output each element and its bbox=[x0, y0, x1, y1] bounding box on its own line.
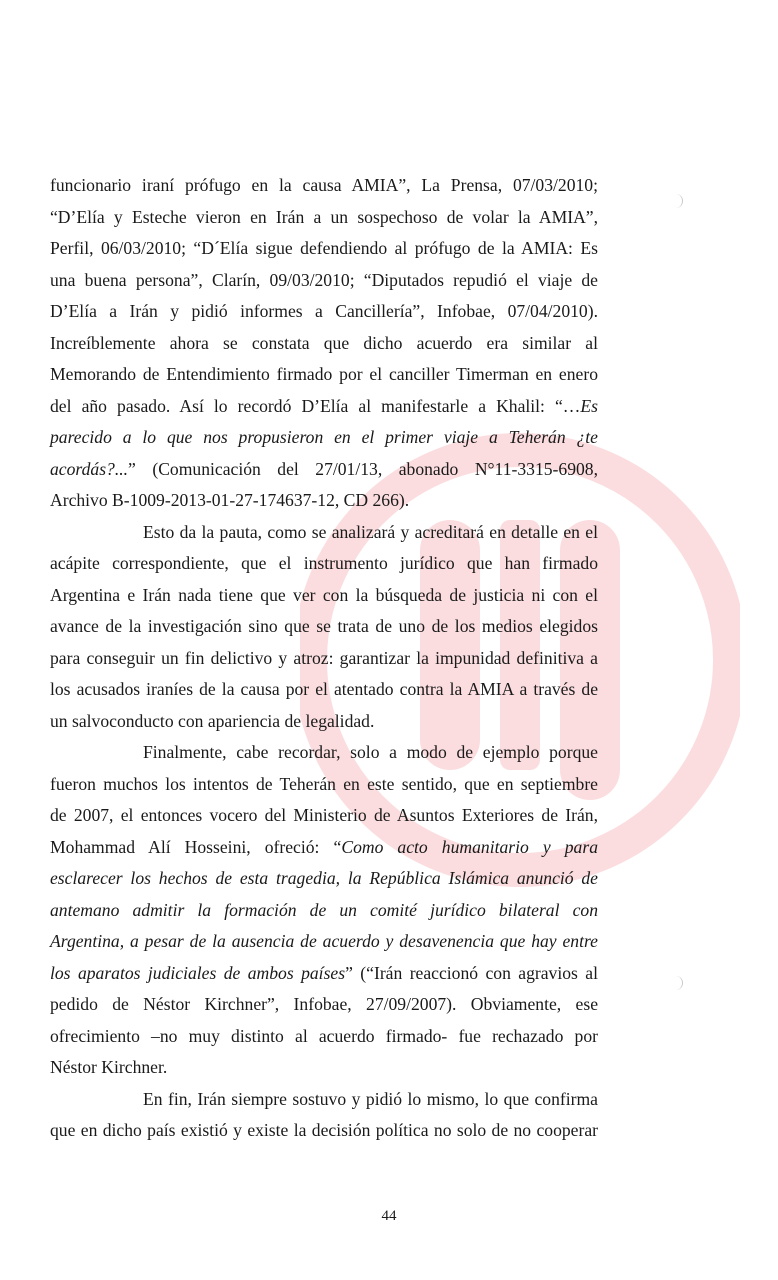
body-text bbox=[50, 170, 598, 1147]
text-segment: ” (Comunicación del 27/01/13, abonado N°11-3315-6908, bbox=[128, 458, 598, 479]
text-line: En fin, Irán siempre sostuvo y pidió lo mismo, lo que confirma bbox=[143, 1088, 598, 1109]
paragraph-4 bbox=[50, 1084, 598, 1147]
text-line: Archivo B-1009-2013-01-27-174637-12, CD 266). bbox=[50, 490, 410, 510]
text-line: los acusados iraníes de la causa por el atentado contra la AMIA a través de bbox=[50, 679, 598, 699]
text-line: pedido de Néstor Kirchner”, Infobae, 27/09/2007). Obviamente, ese bbox=[50, 994, 598, 1014]
text-line: fueron muchos los intentos de Teherán en este sentido, que en septiembre bbox=[50, 773, 598, 794]
text-segment: ” (“Irán reaccionó con agravios al bbox=[345, 962, 598, 983]
text-line bbox=[50, 422, 598, 454]
text-segment: Mohammad Alí Hosseini, ofreció: “ bbox=[50, 836, 342, 857]
text-line: Néstor Kirchner. bbox=[50, 1057, 168, 1077]
text-line: para conseguir un fin delictivo y atroz: garantizar la impunidad definitiva a bbox=[50, 647, 598, 668]
paragraph-3 bbox=[50, 737, 598, 1084]
text-line: acápite correspondiente, que el instrumento jurídico que han firmado bbox=[50, 553, 598, 573]
text-line bbox=[50, 391, 598, 423]
text-line: Finalmente, cabe recordar, solo a modo de ejemplo porque bbox=[143, 742, 598, 762]
text-line: Memorando de Entendimiento firmado por el canciller Timerman en enero bbox=[50, 364, 598, 384]
page-number: 44 bbox=[381, 1208, 397, 1224]
quote-segment: acordás?... bbox=[50, 458, 129, 479]
quote-segment: Como acto humanitario y para bbox=[341, 836, 598, 857]
margin-mark-bottom bbox=[672, 976, 683, 990]
quote-segment: parecido a lo que nos propusieron en el primer viaje a Teherán ¿te bbox=[50, 427, 598, 447]
text-line: “D’Elía y Esteche vieron en Irán a un sospechoso de volar la AMIA”, bbox=[50, 206, 598, 227]
text-line: ofrecimiento –no muy distinto al acuerdo firmado- fue rechazado por bbox=[50, 1025, 598, 1046]
quote-segment: los aparatos judiciales de ambos países bbox=[50, 962, 346, 983]
text-line: D’Elía a Irán y pidió informes a Cancillería”, Infobae, 07/04/2010). bbox=[50, 301, 598, 321]
quote-segment: esclarecer los hechos de esta tragedia, la República Islámica anunció de bbox=[50, 868, 598, 888]
text-segment: del año pasado. Así lo recordó D’Elía al manifestarle a Khalil: “… bbox=[50, 395, 581, 416]
text-line bbox=[50, 895, 598, 927]
text-line bbox=[50, 863, 598, 895]
text-line: una buena persona”, Clarín, 09/03/2010; “Diputados repudió el viaje de bbox=[50, 269, 598, 290]
text-line: Increíblemente ahora se constata que dicho acuerdo era similar al bbox=[50, 332, 598, 353]
text-line: que en dicho país existió y existe la decisión política no solo de no cooperar bbox=[50, 1120, 598, 1140]
quote-segment: antemano admitir la formación de un comité jurídico bilateral con bbox=[50, 899, 598, 920]
text-line bbox=[50, 926, 598, 958]
text-line: avance de la investigación sino que se trata de uno de los medios elegidos bbox=[50, 616, 598, 636]
text-line: de 2007, el entonces vocero del Ministerio de Asuntos Exteriores de Irán, bbox=[50, 805, 598, 825]
paragraph-2 bbox=[50, 517, 598, 738]
text-line bbox=[50, 958, 598, 990]
text-line: Esto da la pauta, como se analizará y acreditará en detalle en el bbox=[143, 521, 598, 542]
text-line: Perfil, 06/03/2010; “D´Elía sigue defendiendo al prófugo de la AMIA: Es bbox=[50, 238, 598, 258]
quote-segment: Es bbox=[580, 395, 598, 416]
text-line bbox=[50, 454, 598, 486]
margin-mark-top bbox=[672, 194, 683, 208]
text-line bbox=[50, 832, 598, 864]
text-line: funcionario iraní prófugo en la causa AMIA”, La Prensa, 07/03/2010; bbox=[50, 175, 598, 195]
text-line: un salvoconducto con apariencia de legalidad. bbox=[50, 710, 375, 731]
quote-segment: Argentina, a pesar de la ausencia de acuerdo y desavenencia que hay entre bbox=[50, 931, 598, 951]
text-line: Argentina e Irán nada tiene que ver con la búsqueda de justicia ni con el bbox=[50, 584, 598, 605]
paragraph-1 bbox=[50, 170, 598, 517]
